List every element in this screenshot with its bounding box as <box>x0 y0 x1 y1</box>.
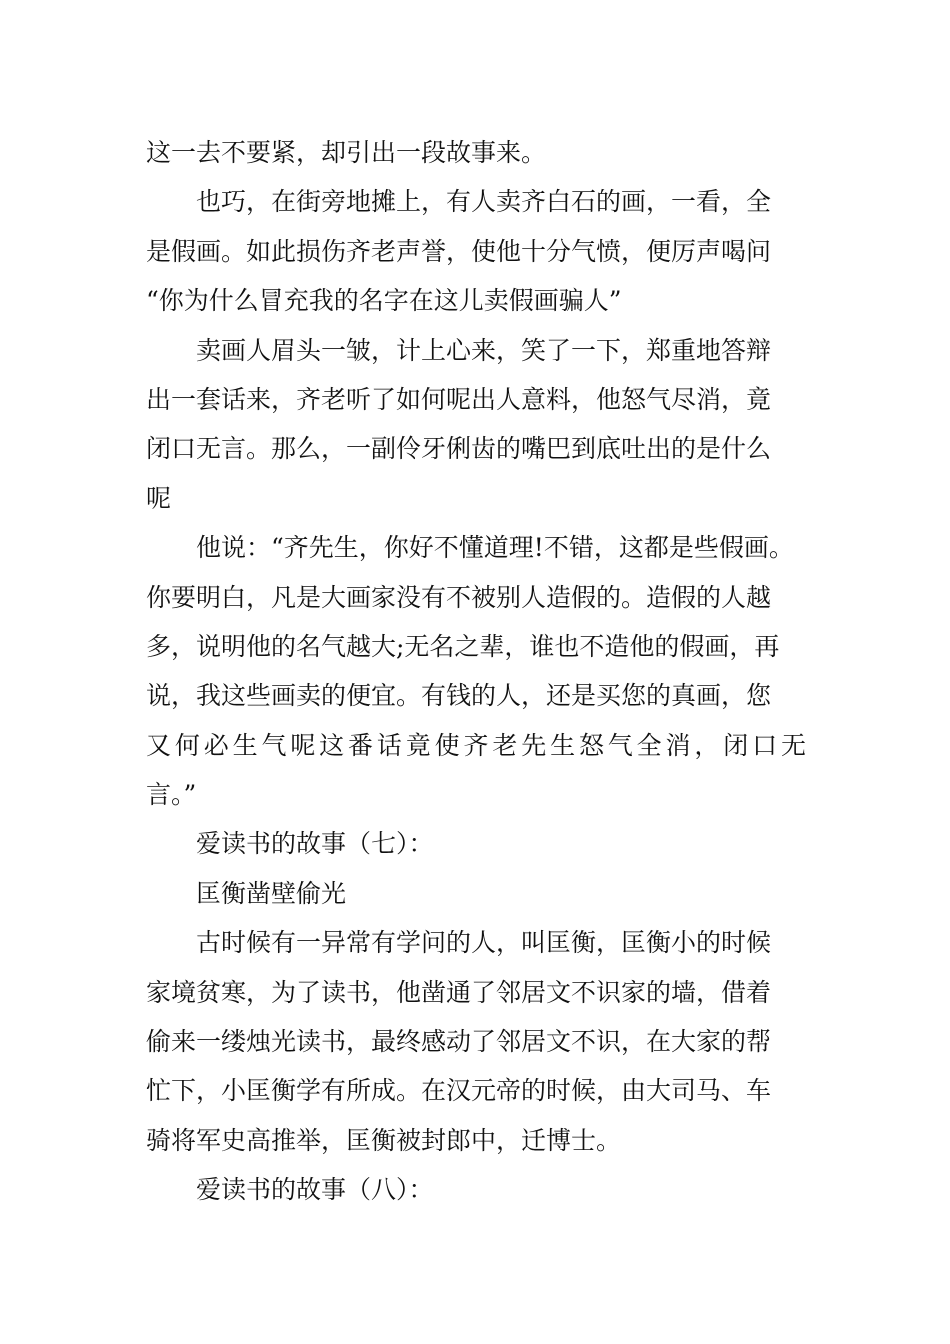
text-line: 出一套话来，齐老听了如何呢出人意料，他怒气尽消，竟 <box>146 384 772 414</box>
text-line: 说，我这些画卖的便宜。有钱的人，还是买您的真画，您 <box>146 681 772 711</box>
text-line: 又何必生气呢这番话竟使齐老先生怒气全消，闭口无 <box>146 730 806 760</box>
text-line: 匡衡凿壁偷光 <box>196 878 347 908</box>
text-line: 爱读书的故事（八）： <box>196 1175 434 1205</box>
text-line: 卖画人眉头一皱，计上心来，笑了一下，郑重地答辩 <box>196 335 772 365</box>
text-line: 呢 <box>146 483 172 513</box>
text-line: 是假画。如此损伤齐老声誉，使他十分气愤，便厉声喝问 <box>146 236 772 266</box>
text-line: 你要明白，凡是大画家没有不被别人造假的。造假的人越 <box>146 582 772 612</box>
text-line: 忙下，小匡衡学有所成。在汉元帝的时候，由大司马、车 <box>146 1076 772 1106</box>
text-line: 这一去不要紧，却引出一段故事来。 <box>146 138 547 167</box>
text-line: 家境贫寒，为了读书，他凿通了邻居文不识家的墙，借着 <box>146 977 772 1007</box>
text-line: 骑将军史高推举，匡衡被封郎中，迁博士。 <box>146 1125 622 1155</box>
text-line: 言。” <box>146 780 197 810</box>
text-line: 多，说明他的名气越大;无名之辈，谁也不造他的假画，再 <box>146 631 780 661</box>
text-line: 古时候有一异常有学问的人，叫匡衡，匡衡小的时候 <box>196 928 772 958</box>
story-text <box>146 128 806 1215</box>
text-line: 爱读书的故事（七）： <box>196 829 434 859</box>
text-line: 他说：“齐先生，你好不懂道理!不错，这都是些假画。 <box>196 533 794 563</box>
text-line: 闭口无言。那么，一副伶牙俐齿的嘴巴到底吐出的是什么 <box>146 434 772 464</box>
text-line: “你为什么冒充我的名字在这儿卖假画骗人” <box>146 286 622 316</box>
text-line: 也巧，在街旁地摊上，有人卖齐白石的画，一看，全 <box>196 187 772 217</box>
text-line: 偷来一缕烛光读书，最终感动了邻居文不识，在大家的帮 <box>146 1027 772 1057</box>
